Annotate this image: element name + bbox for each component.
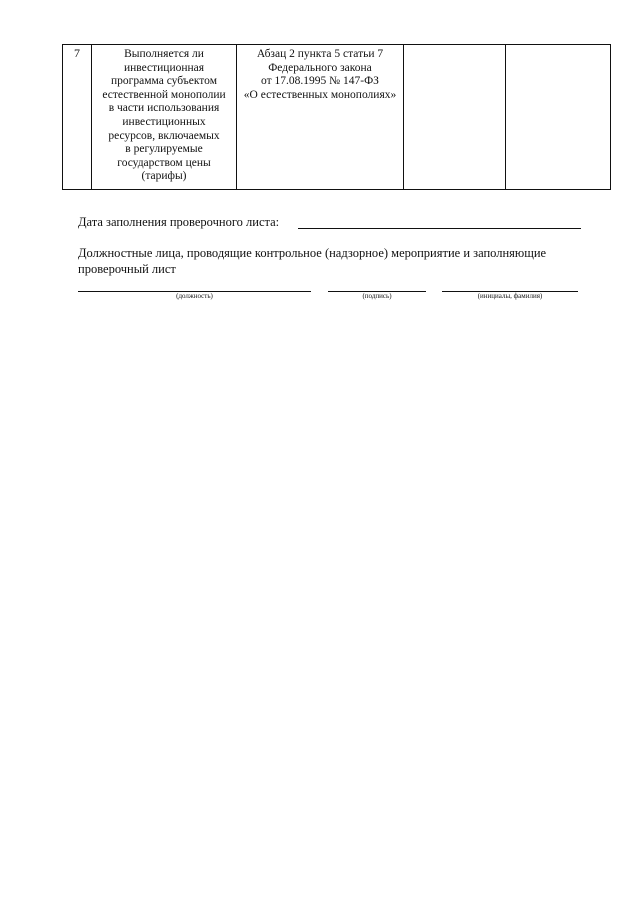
question-text: Выполняется ли инвестиционная программа субъектом естественной монополии в части использования инвестиционных ресурсов, включаемых в регулируемые государством цены (тарифы) bbox=[102, 48, 226, 183]
legal-basis-cell bbox=[237, 45, 404, 190]
answer-1 bbox=[404, 45, 505, 48]
legal-basis-text: Абзац 2 пункта 5 статьи 7 Федерального закона от 17.08.1995 № 147-ФЗ «О естественных монополиях» bbox=[243, 48, 397, 101]
answer-2 bbox=[506, 45, 610, 48]
row-number: 7 bbox=[74, 46, 80, 60]
answer-cell-1 bbox=[404, 45, 506, 190]
answer-cell-2 bbox=[506, 45, 611, 190]
row-number-cell bbox=[63, 45, 92, 190]
checklist-table bbox=[62, 44, 611, 190]
table-row bbox=[63, 45, 611, 190]
position-caption: (должность) bbox=[176, 292, 213, 300]
signature-caption: (подпись) bbox=[362, 292, 392, 300]
fill-date-line bbox=[298, 228, 581, 229]
fill-date-label: Дата заполнения проверочного листа: bbox=[78, 215, 280, 229]
question-cell bbox=[92, 45, 237, 190]
initials-caption: (инициалы, фамилия) bbox=[477, 292, 543, 300]
officials-text: Должностные лица, проводящие контрольное (надзорное) мероприятие и заполняющие проверочный лист bbox=[78, 246, 547, 276]
